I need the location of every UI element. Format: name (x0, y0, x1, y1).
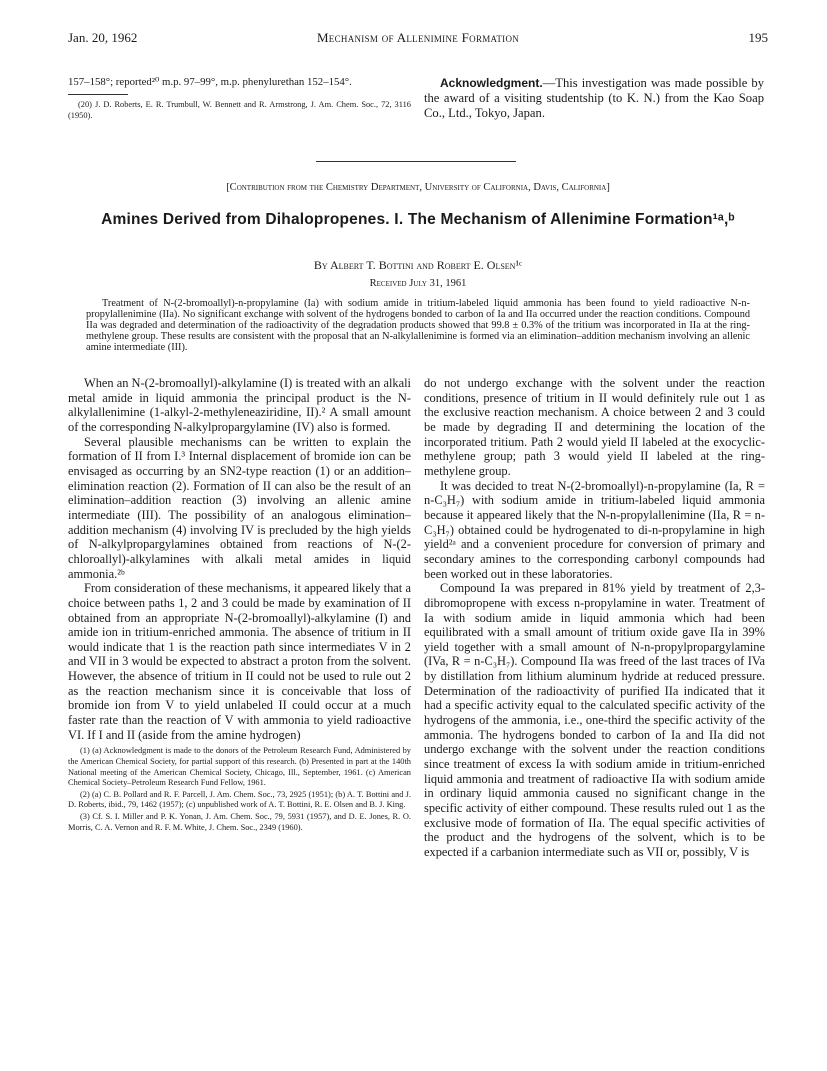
article-divider (316, 161, 516, 162)
page-number: 195 (748, 30, 768, 45)
footnote-1: (1) (a) Acknowledgment is made to the donors of the Petroleum Research Fund, Administered by the American Chemical Society, for partial support of this research. (b) Presented in part at the 140th National meeting of the American Chemical Society, Chicago, Ill., September, 1961. (c) American Chemical Society–Petroleum Research Fund Fellow, 1961. (68, 746, 411, 788)
issue-date: Jan. 20, 1962 (68, 30, 138, 45)
author-line: By Albert T. Bottini and Robert E. Olsen¹ᶜ (313, 258, 523, 272)
body-paragraph: When an N-(2-bromoallyl)-alkylamine (I) is treated with an alkali metal amide in liquid ammonia the principal product is the N-alkylallenimine (1-alkyl-2-methyleneaziridine, II).² A small amount of the corresponding N-alkylpropargylamine (IV) also is formed. (68, 376, 411, 434)
abstract: Treatment of N-(2-bromoallyl)-n-propylamine (Ia) with sodium amide in tritium-labeled liquid ammonia has been found to yield radioactive N-n-propylallenimine (IIa). No significant exchange with solvent of the hydrogens bonded to carbon of Ia and IIa occurred under the reaction conditions. Compound IIa was degraded and determination of the radioactivity of the degradation products showed that 99.8 ± 0.3% of the tritium was incorporated in IIa at the ring-methylene group. These results are consistent with the proposal that an N-alkylallenimine is formed via an elimination–addition mechanism involving an allenic amine intermediate (III). (86, 298, 750, 353)
acknowledgment-text: —This investigation was made possible by the award of a visiting studentship (to K. N.) from the Kao Soap Co., Ltd., Tokyo, Japan. (424, 76, 764, 120)
body-paragraph: Compound Ia was prepared in 81% yield by treatment of 2,3-dibromopropene with excess n-propylamine in water. Treatment of Ia with sodium amide in liquid ammonia which had been equilibrated with a small amount of tritium oxide gave IIa in 39% yield together with a small amount of N-n-propylpropargylamine (IVa, R = n-C₃H₇). Compound IIa was freed of the last traces of IVa by distillation from lithium aluminum hydride at reduced pressure. Determination of the radioactivity of purified IIa indicated that it had a specific activity equal to the calculated specific activity of the hydrogens of the ammonia, i.e., one-third the specific activity of the ammonia. The hydrogens bonded to carbon of Ia and IIa did not undergo exchange with the solvent under the reaction conditions since treatment of excess Ia with sodium amide in tritium-enriched liquid ammonia and treatment of radioactive IIa with sodium amide in ordinary liquid ammonia caused no significant change in the specific activity of either compound. These results ruled out 1 as the exclusive mode of formation of IIa. The equal specific activities of the product and the hydrogens of the solvent, which is to be expected if a carbanion intermediate such as VII or, possibly, V is (424, 581, 765, 859)
received-date: Received July 31, 1961 (369, 278, 467, 289)
body-column-left (68, 376, 411, 834)
footnote-3: (3) Cf. S. I. Miller and P. K. Yonan, J. Am. Chem. Soc., 79, 5931 (1957), and D. E. Jones, R. O. Morris, C. A. Vernon and R. F. M. White, J. Chem. Soc., 2349 (1960). (68, 811, 411, 832)
previous-article-tail (68, 76, 411, 121)
article-title: Amines Derived from Dihalopropenes. I. The Mechanism of Allenimine Formation¹ᵃ,ᵇ (101, 211, 735, 228)
melting-point-text: 157–158°; reported²⁰ m.p. 97–99°, m.p. phenylurethan 152–154°. (68, 76, 352, 88)
contribution-line: [Contribution from the Chemistry Department, University of California, Davis, California] (226, 182, 610, 193)
body-paragraph: It was decided to treat N-(2-bromoallyl)-n-propylamine (Ia, R = n-C₃H₇) with sodium amide in tritium-labeled liquid ammonia because it appeared likely that the N-n-propylallenimine (IIa, R = n-C₃H₇) obtained could be hydrogenated to di-n-propylamine in high yield²ᵃ and a convenient procedure for conversion of primary and secondary amines to the corresponding carbonyl compounds had been worked out in these laboratories. (424, 478, 765, 581)
running-title: Mechanism of Allenimine Formation (316, 30, 520, 45)
footnote-2: (2) (a) C. B. Pollard and R. F. Parcell, J. Am. Chem. Soc., 73, 2925 (1951); (b) A. T. Bottini and J. D. Roberts, ibid., 79, 1462 (1957); (c) unpublished work of A. T. Bottini, R. E. Olsen and B. J. King. (68, 789, 411, 810)
acknowledgment-heading: Acknowledgment. (440, 76, 543, 90)
running-head (68, 30, 768, 50)
body-column-right (424, 376, 765, 860)
body-paragraph: Several plausible mechanisms can be written to explain the formation of II from I.³ Internal displacement of bromide ion can be envisaged as occurring by an SN2-type reaction (1) or an addition–elimination reaction (2). Formation of II can also be the result of an elimination–addition reaction (3) involving an allenic amine intermediate (III). The possibility of an analogous elimination–addition mechanism (4) involving IV is precluded by the high yields of N-alkylpropargylamines obtained from reactions of N-(2-chloroallyl)-alkylamines with alkali metal amides in liquid ammonia.²ᵇ (68, 434, 411, 581)
footnote-rule (68, 94, 128, 95)
footnote-20: (20) J. D. Roberts, E. R. Trumbull, W. Bennett and R. Armstrong, J. Am. Chem. Soc., 72, 3116 (1950). (68, 100, 411, 120)
body-paragraph: do not undergo exchange with the solvent under the reaction conditions, presence of tritium in II would definitely rule out 1 as the exclusive reaction mechanism. A choice between 2 and 3 could be made by degrading II and determining the location of the incorporated tritium. Path 2 would yield II labeled at the exocyclic-methylene group; path 3 would yield II labeled at the ring-methylene group. (424, 376, 765, 478)
acknowledgment-section (424, 76, 764, 121)
body-paragraph: From consideration of these mechanisms, it appeared likely that a choice between paths 1, 2 and 3 could be made by examination of II obtained from an appropriate N-(2-bromoallyl)-alkylamine (I) and amide ion in tritium-enriched ammonia. The absence of tritium in II would indicate that 1 is the reaction path since intermediates V in 2 and VII in 3 would be expected to abstract a proton from the solvent. However, the absence of tritium in II could not be used to rule out 2 as the reaction mechanism since it is conceivable that loss of bromide ion from V to yield unlabeled II could occur at a much faster rate than the reaction of V with ammonia to yield radioactive VI. If I and II (aside from the amine hydrogen) (68, 581, 411, 742)
footnotes (68, 746, 411, 833)
